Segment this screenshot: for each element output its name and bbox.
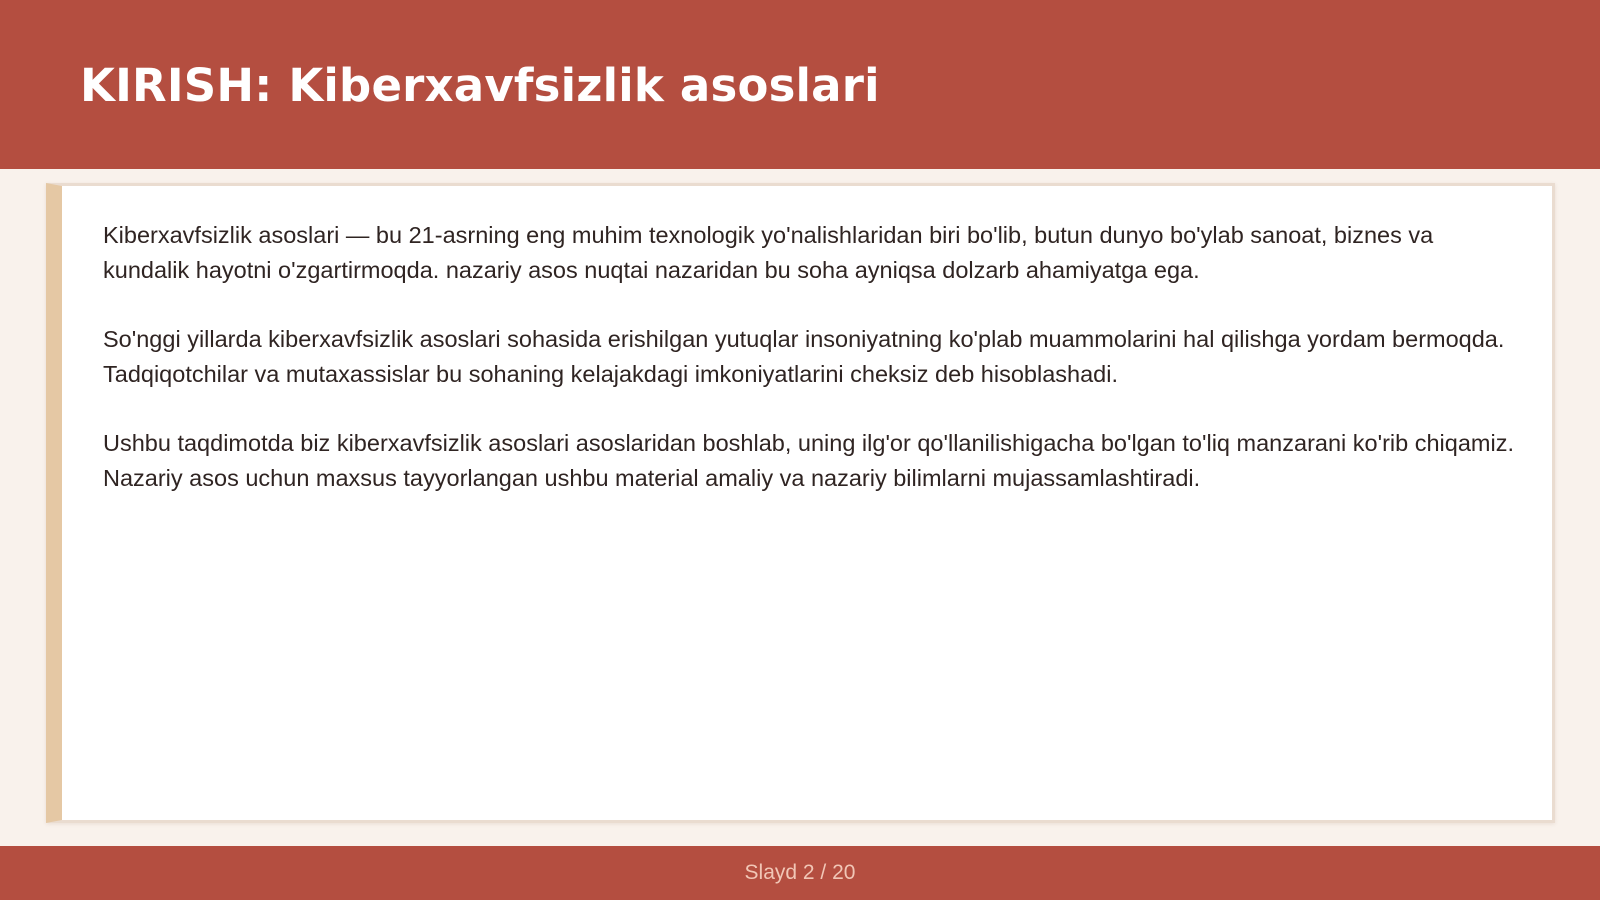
slide-footer	[0, 846, 1600, 900]
paragraph-2: So'nggi yillarda kiberxavfsizlik asoslari sohasida erishilgan yutuqlar insoniyatning ko'plab muammolarini hal qilishga yordam bermoqda. Tadqiqotchilar va mutaxassislar bu sohaning kelajakdagi imkoniyatlarini cheksiz deb hisoblashadi.	[103, 326, 1505, 387]
paragraph-1: Kiberxavfsizlik asoslari — bu 21-asrning eng muhim texnologik yo'nalishlaridan biri bo'lib, butun dunyo bo'ylab sanoat, biznes va kundalik hayotni o'zgartirmoqda. nazariy asos nuqtai nazaridan bu soha ayniqsa dolzarb ahamiyatga ega.	[103, 222, 1434, 283]
slide-counter: Slayd 2 / 20	[744, 861, 856, 884]
content-body	[103, 218, 1523, 530]
paragraph-3: Ushbu taqdimotda biz kiberxavfsizlik asoslari asoslaridan boshlab, uning ilg'or qo'llanilishigacha bo'lgan to'liq manzarani ko'rib chiqamiz. Nazariy asos uchun maxsus tayyorlangan ushbu material amaliy va nazariy bilimlarni mujassamlashtiradi.	[103, 430, 1514, 491]
slide-title: KIRISH: Kiberxavfsizlik asoslari	[80, 59, 880, 112]
slide-header	[0, 0, 1600, 169]
